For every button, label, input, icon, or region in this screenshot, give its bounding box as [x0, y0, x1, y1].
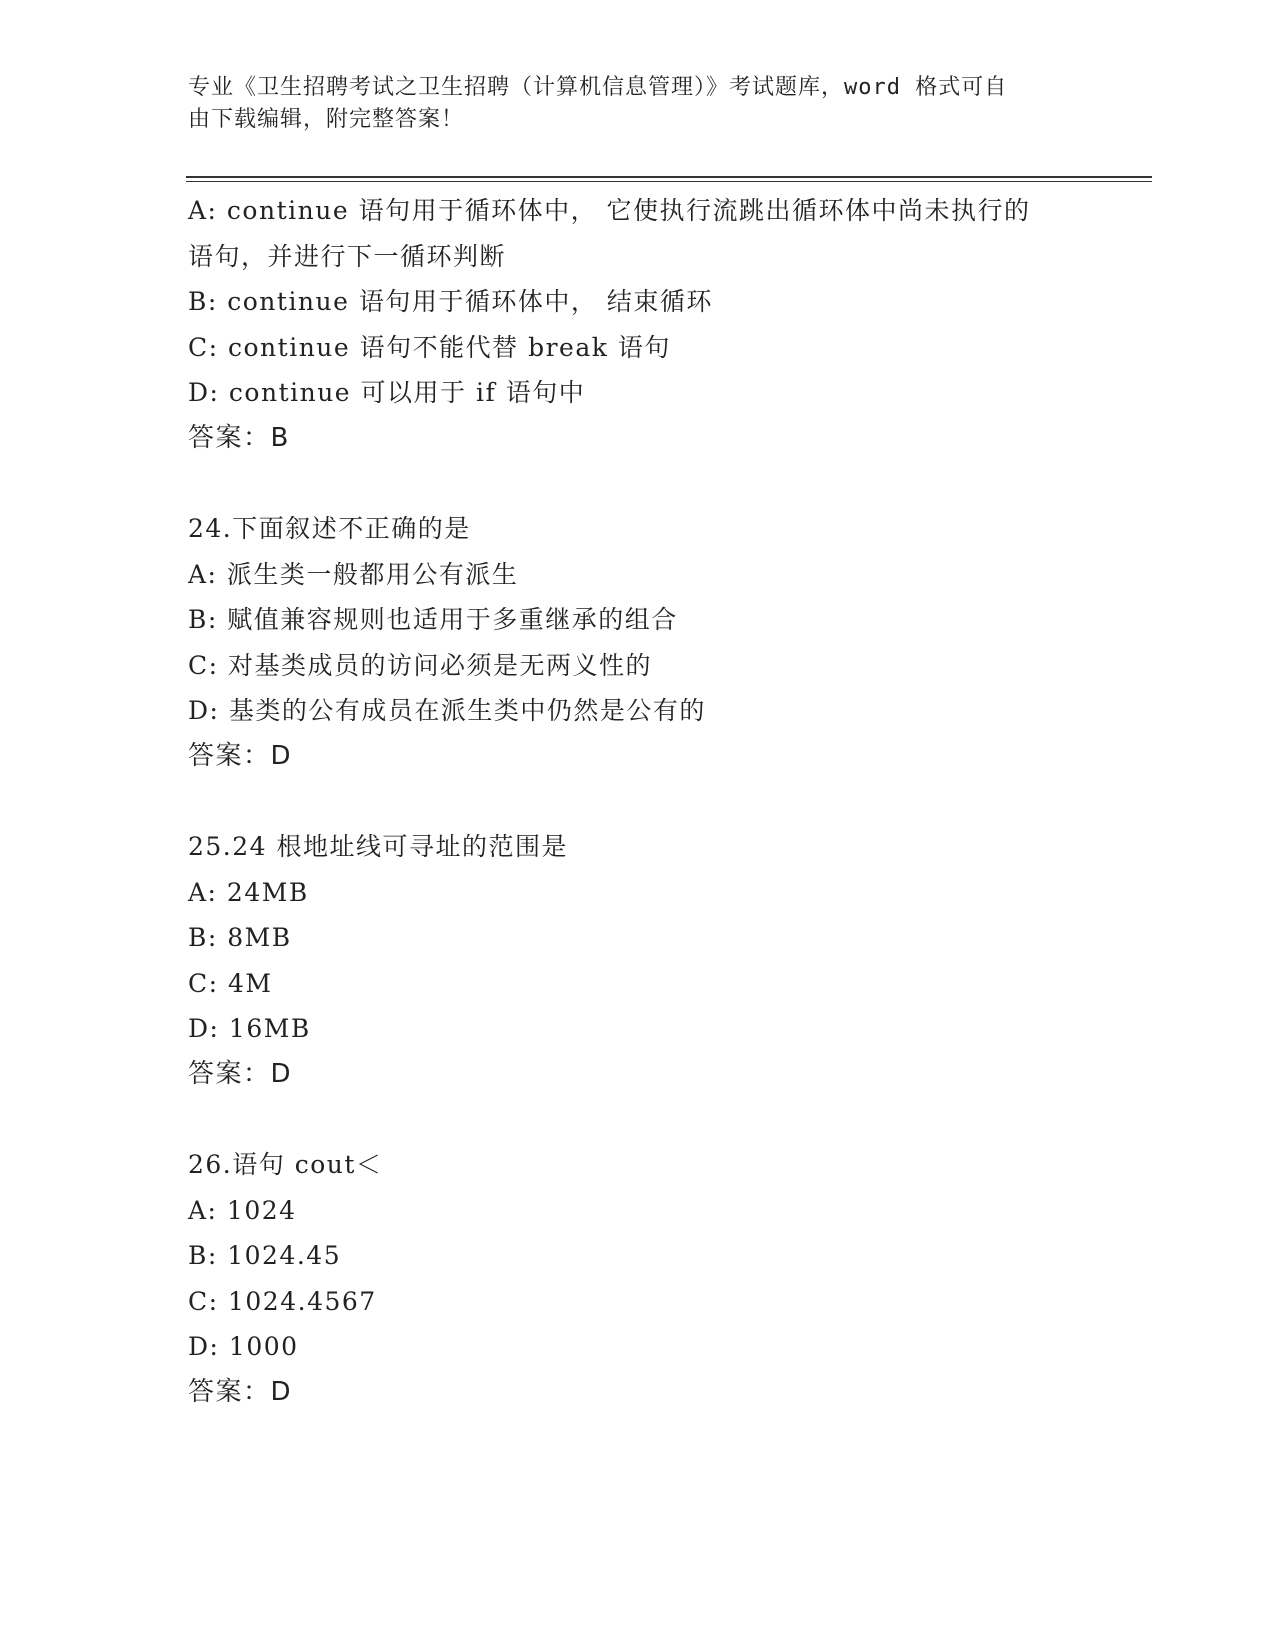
question-25 [188, 824, 1088, 1097]
header-divider-thick [186, 176, 1152, 178]
option-c: C: 1024.4567 [188, 1286, 377, 1316]
header-line-2: 由下载编辑，附完整答案！ [188, 107, 465, 132]
answer: 答案：D [188, 740, 293, 771]
question-stem: 25.24 根地址线可寻址的范围是 [188, 832, 569, 861]
option-a: A: 1024 [188, 1195, 297, 1225]
option-b: B: 赋值兼容规则也适用于多重继承的组合 [188, 605, 678, 634]
answer: 答案：D [188, 1376, 293, 1407]
spacer [188, 779, 1088, 824]
option-d: D: continue 可以用于 if 语句中 [188, 378, 586, 407]
option-b: B: continue 语句用于循环体中， 结束循环 [188, 287, 713, 316]
option-a: A: 派生类一般都用公有派生 [188, 559, 519, 589]
option-d: D: 1000 [188, 1332, 299, 1361]
header-divider-thin [186, 181, 1152, 182]
spacer [188, 461, 1088, 506]
option-b: B: 1024.45 [188, 1241, 342, 1270]
header-line-1: 专业《卫生招聘考试之卫生招聘（计算机信息管理）》考试题库，word 格式可自 [188, 75, 1008, 100]
document-header [188, 72, 1068, 136]
option-c: C: 对基类成员的访问必须是无两义性的 [188, 650, 652, 680]
option-a: A: 24MB [188, 877, 309, 907]
question-24 [188, 506, 1088, 779]
question-stem: 26.语句 cout＜ [188, 1150, 383, 1179]
answer: 答案：B [188, 422, 290, 453]
answer: 答案：D [188, 1058, 293, 1089]
question-23 [188, 188, 1088, 461]
option-c: C: 4M [188, 968, 273, 998]
option-d: D: 16MB [188, 1014, 311, 1043]
option-b: B: 8MB [188, 923, 292, 952]
option-a-line-2: 语句，并进行下一循环判断 [188, 241, 507, 271]
option-c: C: continue 语句不能代替 break 语句 [188, 332, 671, 362]
question-list [188, 188, 1088, 1415]
question-stem: 24.下面叙述不正确的是 [188, 514, 471, 543]
option-a-line-1: A: continue 语句用于循环体中， 它使执行流跳出循环体中尚未执行的 [188, 196, 1031, 225]
option-d: D: 基类的公有成员在派生类中仍然是公有的 [188, 696, 706, 725]
spacer [188, 1097, 1088, 1142]
question-26 [188, 1142, 1088, 1415]
